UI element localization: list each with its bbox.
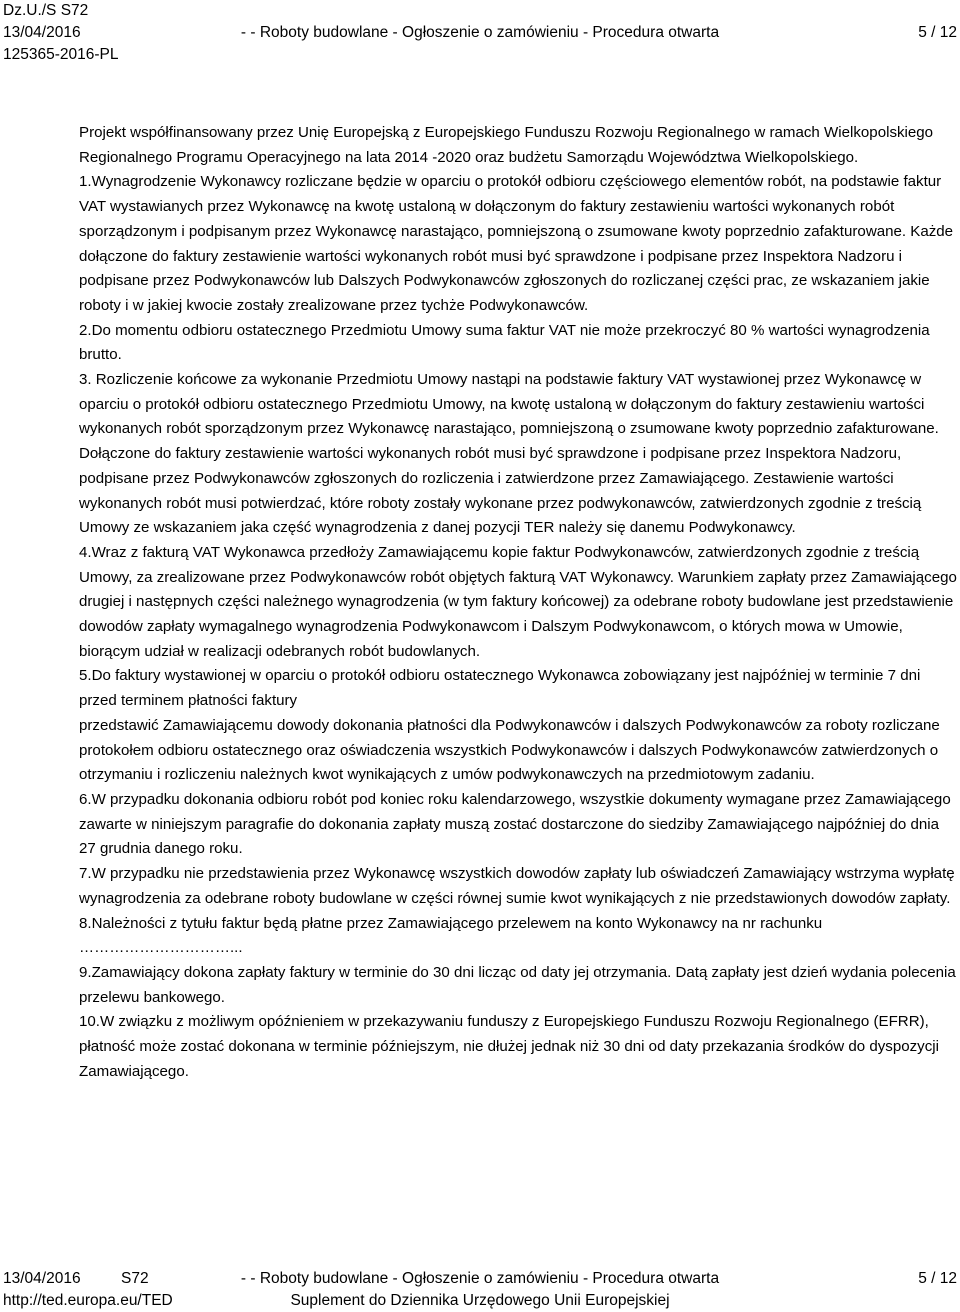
footer-title: - - Roboty budowlane - Ogłoszenie o zamówieniu - Procedura otwarta: [240, 1270, 720, 1287]
document-body: [79, 121, 959, 1084]
footer-issue: S72: [121, 1270, 149, 1287]
body-paragraph-2: 2.Do momentu odbioru ostatecznego Przedmiotu Umowy suma faktur VAT nie może przekroczyć 80 % wartości wynagrodzenia brutto.: [79, 321, 930, 364]
footer-supplement: Suplement do Dziennika Urzędowego Unii Europejskiej: [290, 1292, 670, 1309]
body-paragraph-5-continued: przedstawić Zamawiającemu dowody dokonania płatności dla Podwykonawców i dalszych Podwykonawców za roboty rozliczane protokołem odbioru ostatecznego oraz oświadczenia wszystkich Podwykonawców i dalszych Podwykonawców zatwierdzonych o otrzymaniu i rozliczeniu należnych kwot wynikających z umów podwykonawczych na przedmiotowym zadaniu.: [79, 716, 940, 784]
body-paragraph-9: 9.Zamawiający dokona zapłaty faktury w terminie do 30 dni licząc od daty jej otrzymania. Datą zapłaty jest dzień wydania polecenia przelewu bankowego.: [79, 963, 956, 1006]
body-paragraph-4: 4.Wraz z fakturą VAT Wykonawca przedłoży Zamawiającemu kopie faktur Podwykonawców, zatwierdzonych zgodnie z treścią Umowy, za zrealizowane przez Podwykonawców robót objętych fakturą VAT Wykonawcy. Warunkiem zapłaty przez Zamawiającego drugiej i następnych części należnego wynagrodzenia (w tym faktury końcowej) za odebrane roboty budowlane jest przedstawienie dowodów zapłaty wymagalnego wynagrodzenia Podwykonawcom i Dalszym Podwykonawcom, o których mowa w Umowie, biorącym udział w realizacji odebranych robót budowlanych.: [79, 543, 957, 660]
footer-url-link[interactable]: http://ted.europa.eu/TED: [3, 1292, 173, 1309]
page-header: [0, 0, 960, 66]
footer-page-number: 5 / 12: [918, 1270, 957, 1287]
body-paragraph-10: 10.W związku z możliwym opóźnieniem w przekazywaniu funduszy z Europejskiego Funduszu Rozwoju Regionalnego (EFRR), płatność może zostać dokonana w terminie późniejszym, nie dłużej jednak niż 30 dni od daty przekazania środków do dyspozycji Zamawiającego.: [79, 1013, 939, 1080]
body-paragraph-5: 5.Do faktury wystawionej w oparciu o protokół odbioru ostatecznego Wykonawca zobowiązany jest najpóźniej w terminie 7 dni przed terminem płatności faktury: [79, 667, 921, 710]
footer-date: 13/04/2016: [3, 1270, 81, 1287]
body-paragraph-6: 6.W przypadku dokonania odbioru robót pod koniec roku kalendarzowego, wszystkie dokumenty wymagane przez Zamawiającego zawarte w niniejszym paragrafie do dokonania zapłaty muszą zostać dostarczone do siedziby Zamawiającego najpóźniej do dnia 27 grudnia danego roku.: [79, 790, 951, 858]
header-date: 13/04/2016: [3, 24, 81, 41]
journal-reference: Dz.U./S S72: [3, 2, 89, 19]
account-number-placeholder: …………………………...: [79, 939, 243, 957]
header-page-number: 5 / 12: [918, 24, 957, 41]
notice-reference: 125365-2016-PL: [3, 46, 119, 63]
page-footer: [0, 1268, 960, 1312]
body-paragraph-1: 1.Wynagrodzenie Wykonawcy rozliczane będzie w oparciu o protokół odbioru częściowego elementów robót, na podstawie faktur VAT wystawianych przez Wykonawcę na kwotę ustaloną w dołączonym do faktury zestawieniu wartości wykonanych robót sporządzonym i podpisanym przez Wykonawcę narastająco, pomniejszoną o zsumowane kwoty poprzednio zafakturowane. Każde dołączone do faktury zestawienie wartości wykonanych robót musi być sprawdzone i podpisane przez Inspektora Nadzoru i podpisane przez Podwykonawców lub Dalszych Podwykonawców zgłoszonych do rozliczanej części prac, ze wskazaniem jakie roboty i w jakiej kwocie zostały zrealizowane przez tychże Podwykonawców.: [79, 173, 954, 314]
body-paragraph-8: 8.Należności z tytułu faktur będą płatne przez Zamawiającego przelewem na konto Wykonawcy na nr rachunku: [79, 914, 823, 932]
header-title: - - Roboty budowlane - Ogłoszenie o zamówieniu - Procedura otwarta: [240, 24, 720, 41]
body-paragraph-7: 7.W przypadku nie przedstawienia przez Wykonawcę wszystkich dowodów zapłaty lub oświadczeń Zamawiający wstrzyma wypłatę wynagrodzenia za odebrane roboty budowlane w części równej sumie kwot wynikających z nie przedstawionych dowodów zapłaty.: [79, 865, 955, 907]
body-paragraph-3: 3. Rozliczenie końcowe za wykonanie Przedmiotu Umowy nastąpi na podstawie faktury VAT wystawionej przez Wykonawcę w oparciu o protokół odbioru ostatecznego Przedmiotu Umowy, na kwotę ustaloną w dołączonym do faktury zestawieniu wartości wykonanych robót sporządzonym przez Wykonawcę narastająco, pomniejszoną o zsumowane kwoty poprzednio zafakturowane. Dołączone do faktury zestawienie wartości wykonanych robót musi być sprawdzone i podpisane przez Inspektora Nadzoru, podpisane przez Podwykonawców zgłoszonych do rozliczenia i zatwierdzone przez Zamawiającego. Zestawienie wartości wykonanych robót musi potwierdzać, które roboty zostały wykonane przez podwykonawców, zatwierdzonych zgodnie z treścią Umowy ze wskazaniem jaka część wynagrodzenia z danej pozycji TER należy się danemu Podwykonawcy.: [79, 371, 939, 537]
body-paragraph-cofinancing: Projekt współfinansowany przez Unię Europejską z Europejskiego Funduszu Rozwoju Regionalnego w ramach Wielkopolskiego Regionalnego Programu Operacyjnego na lata 2014 -2020 oraz budżetu Samorządu Województwa Wielkopolskiego.: [79, 124, 934, 166]
